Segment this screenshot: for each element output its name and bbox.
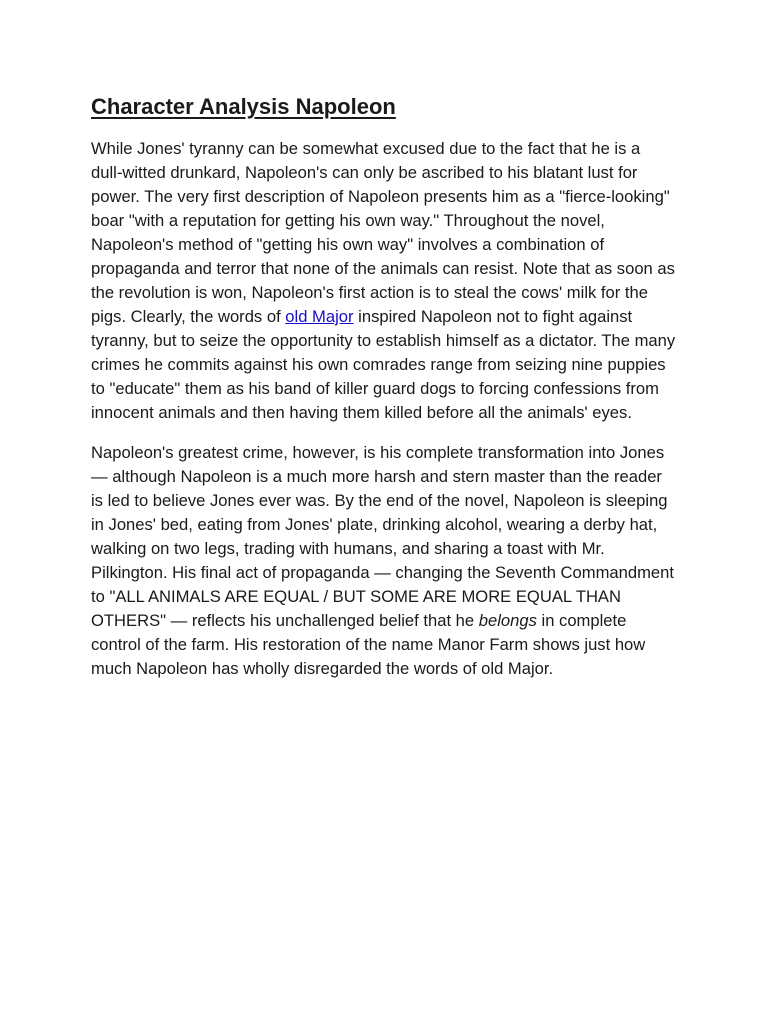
- paragraph-2-text-end: in complete control of the farm. His restoration of the name Manor Farm shows just how much Napoleon has wholly disregarded the words of old Major.: [91, 611, 646, 678]
- paragraph-2: [91, 441, 676, 681]
- old-major-link[interactable]: old Major: [285, 307, 354, 326]
- paragraph-1: [91, 137, 676, 425]
- page-title: Character Analysis Napoleon: [91, 94, 396, 119]
- emphasis-belongs: belongs: [478, 611, 537, 630]
- document-body: [91, 92, 676, 697]
- paragraph-1-text-start: While Jones' tyranny can be somewhat excused due to the fact that he is a dull-witted drunkard, Napoleon's can only be ascribed to his blatant lust for power. The very first description of Napoleon presents him as a "fierce-looking" boar "with a reputation for getting his own way." Throughout the novel, Napoleon's method of "getting his own way" involves a combination of propaganda and terror that none of the animals can resist. Note that as soon as the revolution is won, Napoleon's first action is to steal the cows' milk for the pigs. Clearly, the words of: [91, 139, 675, 326]
- paragraph-2-text-start: Napoleon's greatest crime, however, is his complete transformation into Jones — although Napoleon is a much more harsh and stern master than the reader is led to believe Jones ever was. By the end of the novel, Napoleon is sleeping in Jones' bed, eating from Jones' plate, drinking alcohol, wearing a derby hat, walking on two legs, trading with humans, and sharing a toast with Mr. Pilkington. His final act of propaganda — changing the Seventh Commandment to "ALL ANIMALS ARE EQUAL / BUT SOME ARE MORE EQUAL THAN OTHERS" — reflects his unchallenged belief that he: [91, 443, 674, 630]
- paragraph-1-text-end: inspired Napoleon not to fight against tyranny, but to seize the opportunity to establish himself as a dictator. The many crimes he commits against his own comrades range from seizing nine puppies to "educate" them as his band of killer guard dogs to forcing confessions from innocent animals and then having them killed before all the animals' eyes.: [91, 307, 676, 422]
